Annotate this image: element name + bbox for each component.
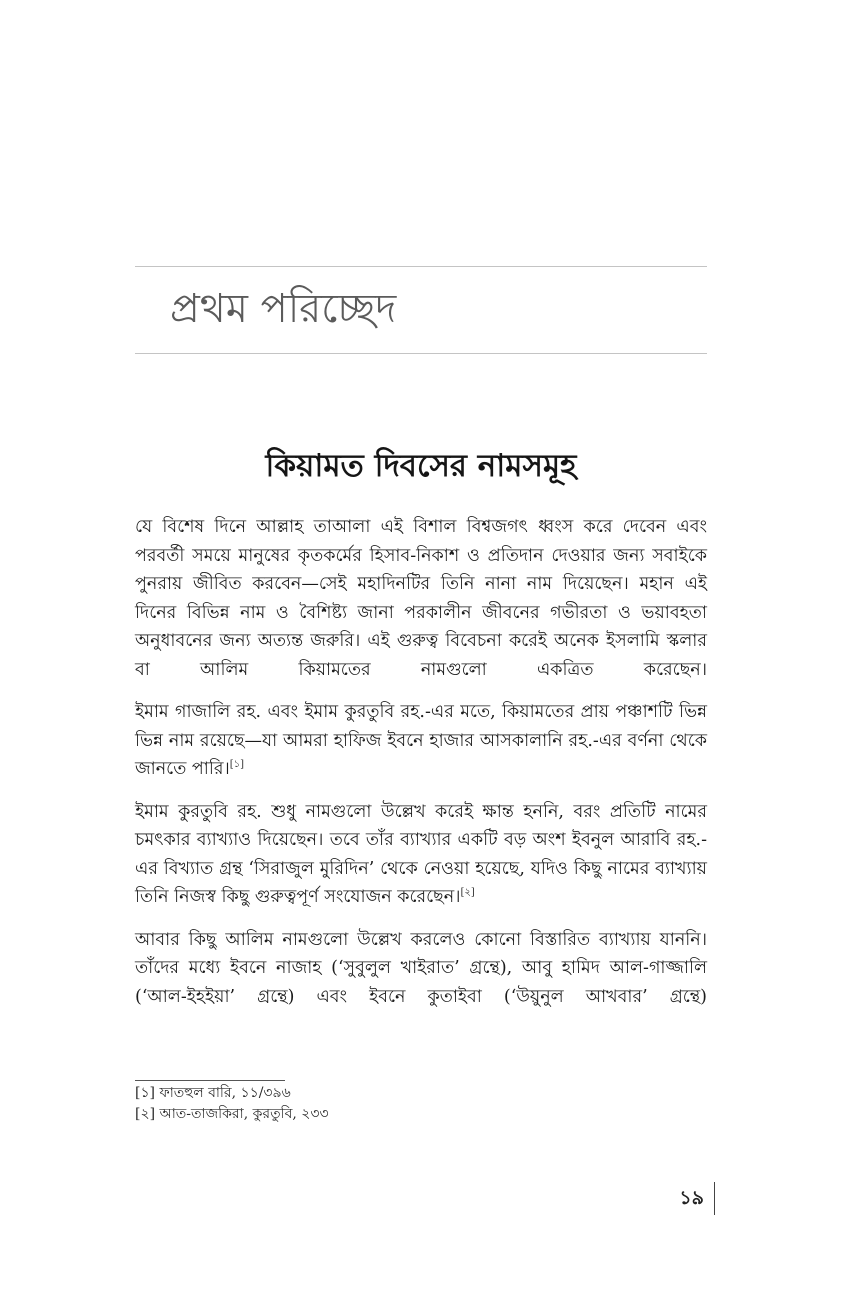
footnote-ref-2[interactable]: [২]: [460, 887, 475, 899]
footnotes: [135, 1083, 707, 1125]
paragraph-3: [135, 798, 707, 912]
paragraph-text: যে বিশেষ দিনে আল্লাহ তাআলা এই বিশাল বিশ্বজগৎ ধ্বংস করে দেবেন এবং পরবর্তী সময়ে মানুষের কৃতকর্মের হিসাব-নিকাশ ও প্রতিদান দেওয়ার জন্য সবাইকে পুনরায় জীবিত করবেন—সেই মহাদিনটির তিনি নানা নাম দিয়েছেন। মহান এই দিনের বিভিন্ন নাম ও বৈশিষ্ট্য জানা পরকালীন জীবনের গভীরতা ও ভয়াবহতা অনুধাবনের জন্য অত্যন্ত জরুরি। এই গুরুত্ব বিবেচনা করেই অনেক ইসলামি স্কলার বা আলিম কিয়ামতের নামগুলো একত্রিত করেছেন।: [135, 517, 707, 680]
footnote-2: [২] আত-তাজকিরা, কুরতুবি, ২৩৩: [135, 1106, 329, 1122]
paragraph-text: ইমাম গাজালি রহ. এবং ইমাম কুরতুবি রহ.-এর মতে, কিয়ামতের প্রায় পঞ্চাশটি ভিন্ন ভিন্ন নাম রয়েছে—যা আমরা হাফিজ ইবনে হাজার আসকালানি রহ.-এর বর্ণনা থেকে জানতে পারি।: [135, 702, 707, 779]
paragraph-text: আবার কিছু আলিম নামগুলো উল্লেখ করলেও কোনো বিস্তারিত ব্যাখ্যায় যাননি। তাঁদের মধ্যে ইবনে নাজাহ (‘সুবুলুল খাইরাত’ গ্রন্থে), আবু হামিদ আল-গাজ্জালি (‘আল-ইহইয়া’ গ্রন্থে) এবং ইবনে কুতাইবা (‘উয়ুনুল আখবার’ গ্রন্থে): [135, 929, 707, 1007]
chapter-rule-top: [135, 266, 707, 267]
footnote-1: [১] ফাতহুল বারি, ১১/৩৯৬: [135, 1085, 291, 1101]
paragraph-1: [135, 513, 707, 684]
chapter-rule-bottom: [135, 353, 707, 354]
chapter-title: কিয়ামত দিবসের নামসমূহ: [265, 447, 577, 484]
paragraph-2: [135, 698, 707, 784]
page-number: ১৯: [679, 1187, 704, 1209]
paragraph-text: ইমাম কুরতুবি রহ. শুধু নামগুলো উল্লেখ করেই ক্ষান্ত হননি, বরং প্রতিটি নামের চমৎকার ব্যাখ্যাও দিয়েছেন। তবে তাঁর ব্যাখ্যার একটি বড় অংশ ইবনুল আরাবি রহ.-এর বিখ্যাত গ্রন্থ ‘সিরাজুল মুরিদিন’ থেকে নেওয়া হয়েছে, যদিও কিছু নামের ব্যাখ্যায় তিনি নিজস্ব কিছু গুরুত্বপূর্ণ সংযোজন করেছেন।: [135, 801, 707, 907]
page-number-bar: [714, 1182, 715, 1215]
footnote-ref-1[interactable]: [১]: [229, 759, 245, 771]
chapter-label: প্রথম পরিচ্ছেদ: [170, 286, 397, 332]
body-text: [135, 513, 707, 1025]
paragraph-4: [135, 926, 707, 1012]
footnote-divider: [135, 1080, 285, 1081]
